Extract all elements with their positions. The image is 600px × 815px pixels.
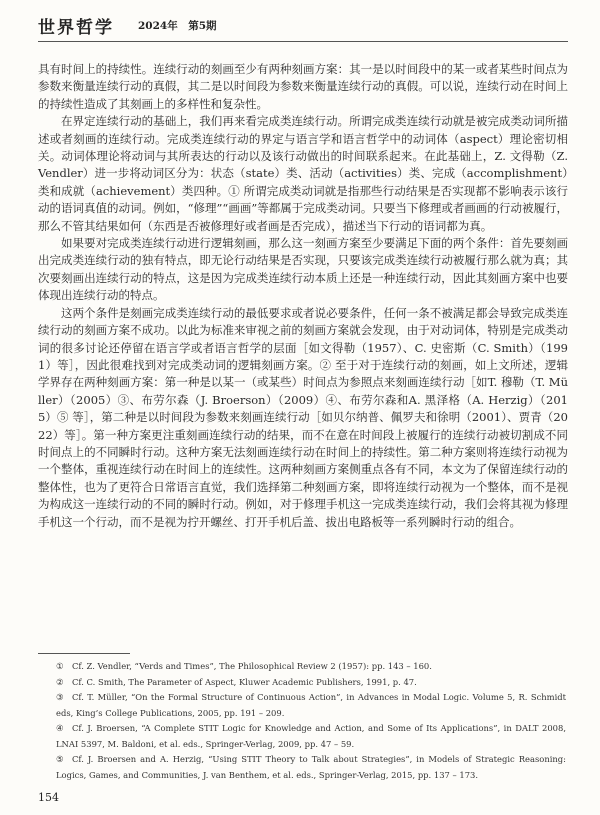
- running-header: [38, 11, 568, 39]
- footnote-rule: [38, 653, 130, 654]
- footnote-number: ①: [56, 661, 64, 671]
- footnote-text: Cf. C. Smith, The Parameter of Aspect, Kluwer Academic Publishers, 1991, p. 47.: [72, 676, 417, 687]
- footnote-text: Cf. Z. Vendler, “Verds and Times”, The Philosophical Review 2 (1957): pp. 143 – 160.: [72, 661, 432, 671]
- footnote-number: ④: [56, 723, 64, 733]
- footnote-number: ②: [56, 676, 64, 687]
- header-rule: [38, 41, 568, 42]
- paragraph: 在界定连续行动的基础上，我们再来看完成类连续行动。所谓完成类连续行动就是被完成类动词所描述或者刻画的连续行动。完成类连续行动的界定与语言学和语言哲学中的动词体（aspect）理论密切相关。动词体理论将动词与其所表达的行动以及该行动做出的时间联系起来。在此基础上，Z. 文得勒（Z. Vendler）进一步将动词区分为：状态（state）类、活动（activities）类、完成（accomplishment）类和成就（achievement）类四种。① 所谓完成类动词就是指那些行动结果是否实现都不影响表示该行动的语词真值的动词。例如，“修理”“画画”等都属于完成类动词。只要当下修理或者画画的行动被履行，那么不管其结果如何（东西是否被修理好或者画是否完成），描述当下行动的语词都为真。: [38, 114, 568, 233]
- footnote: [56, 659, 566, 675]
- footnote-number: ③: [56, 692, 64, 702]
- paragraph: 具有时间上的持续性。连续行动的刻画至少有两种刻画方案：其一是以时间段中的某一或者某些时间点为参数来衡量连续行动的真假，其二是以时间段为参数来衡量连续行动的真假。可以说，连续行动在时间上的持续性造成了其刻画上的多样性和复杂性。: [38, 62, 568, 111]
- page-number: 154: [38, 791, 59, 804]
- journal-title: 世界哲学: [38, 18, 114, 38]
- footnote-text: Cf. J. Broersen and A. Herzig, “Using STIT Theory to Talk about Strategies”, in Models of Strategic Reasoning: Logics, Games, and Communities, J. van Benthem, et al. eds., Springer-Verlag, 2015, pp. 137 – 173.: [56, 754, 566, 780]
- footnote-number: ⑤: [56, 754, 64, 764]
- footnote: [56, 675, 566, 691]
- footnote-text: Cf. J. Broersen, “A Complete STIT Logic for Knowledge and Action, and Some of Its Applications”, in DALT 2008, LNAI 5397, M. Baldoni, et al. eds., Springer-Verlag, 2009, pp. 47 – 59.: [56, 723, 566, 749]
- footnotes: [56, 659, 566, 783]
- footnote: [56, 690, 566, 721]
- issue-label: 2024年 第5期: [138, 20, 217, 32]
- paragraph: 这两个条件是刻画完成类连续行动的最低要求或者说必要条件，任何一条不被满足都会导致完成类连续行动的刻画方案不成功。以此为标准来审视之前的刻画方案就会发现，由于对动词体，特别是完成类动词的很多讨论还停留在语言学或者语言哲学的层面［如文得勒（1957）、C. 史密斯（C. Smith）（1991）等］，因此很难找到对完成类动词的逻辑刻画方案。② 至于对于连续行动的刻画，如上文所述，逻辑学界存在两种刻画方案：第一种是以某一（或某些）时间点为参照点来刻画连续行动［如T. 穆勒（T. Müller）（2005）③、布劳尔森（J. Broerson）（2009）④、布劳尔森和A. 黑泽格（A. Herzig）（2015）⑤ 等］，第二种是以时间段为参数来刻画连续行动［如贝尔纳普、佩罗夫和徐明（2001）、贾青（2022）等］。第一种方案更注重刻画连续行动的结果，而不在意在时间段上被履行的连续行动被切割成不同时间点上的不同瞬时行动。这种方案无法刻画连续行动在时间上的持续性。第二种方案则将连续行动视为一个整体，重视连续行动在时间上的连续性。这两种刻画方案侧重点各有不同，本文为了保留连续行动的整体性，也为了更符合日常语言直觉，我们选择第二种刻画方案，即将连续行动视为一个整体，而不是视为构成这一连续行动的不同的瞬时行动。例如，对于修理手机这一完成类连续行动，我们会将其视为修理手机这一个行动，而不是视为拧开螺丝、打开手机后盖、拔出电路板等一系列瞬时行动的组合。: [38, 305, 568, 529]
- paragraph: 如果要对完成类连续行动进行逻辑刻画，那么这一刻画方案至少要满足下面的两个条件：首先要刻画出完成类连续行动的独有特点，即无论行动结果是否实现，只要该完成类连续行动被履行那么就为真；其次要刻画出连续行动的特点，这是因为完成类连续行动本质上还是一种连续行动，因此其刻画方案中也要体现出连续行动的特点。: [38, 236, 568, 303]
- footnote: [56, 721, 566, 752]
- main-text: [38, 61, 568, 531]
- footnote-text: Cf. T. Müller, “On the Formal Structure of Continuous Action”, in Advances in Modal Logic. Volume 5, R. Schmidt eds, King’s College Publications, 2005, pp. 191 – 209.: [56, 692, 566, 718]
- footnote: [56, 752, 566, 783]
